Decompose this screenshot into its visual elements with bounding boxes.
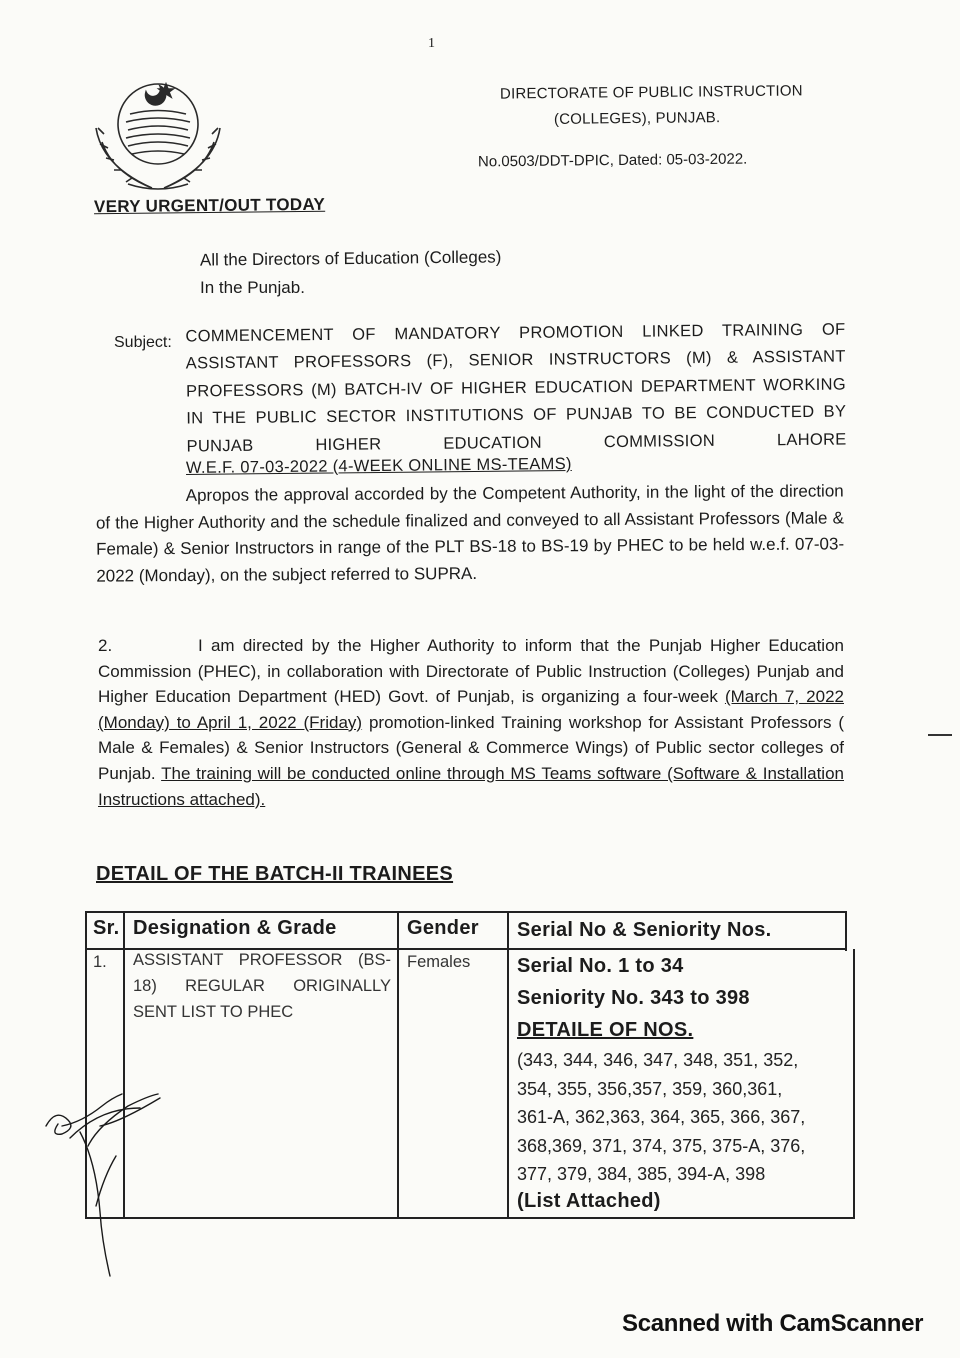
row-gender: Females [407, 953, 471, 971]
paragraph-2-dates: (March 7, 2022 (Monday) to April 1, 2022 (Friday) [98, 687, 844, 732]
nos-line: (343, 344, 346, 347, 348, 351, 352, [517, 1050, 799, 1070]
nos-line: 377, 379, 384, 385, 394-A, 398 [517, 1164, 766, 1184]
nos-line: 354, 355, 356,357, 359, 360,361, [517, 1078, 783, 1099]
header-gender: Gender [407, 917, 479, 939]
subject-label: Subject: [114, 334, 172, 351]
paragraph-2-text-b: promotion-linked Training workshop for Assistant Professors ( Male & Females) & Senior Instructors (General & Commerce Wings) of Public sector colleges of Punjab. [98, 712, 844, 783]
margin-mark [928, 734, 952, 736]
urgency-label: VERY URGENT/OUT TODAY [93, 194, 326, 217]
handwritten-signature [40, 1086, 170, 1286]
header-serial-seniority: Serial No & Seniority Nos. [517, 919, 772, 941]
row-sr: 1. [93, 953, 107, 971]
page-number: 1 [428, 36, 435, 51]
scanner-watermark: Scanned with CamScanner [622, 1310, 924, 1337]
addressee-line1: All the Directors of Education (Colleges) [199, 247, 502, 270]
row-list-attached: (List Attached) [517, 1190, 661, 1212]
table-border-bottom [85, 1217, 855, 1219]
trainee-detail-table [85, 911, 855, 1219]
table-border-top [85, 911, 847, 913]
row-seniority-range: Seniority No. 343 to 398 [517, 987, 750, 1009]
paragraph-2-text-a: I am directed by the Higher Authority to inform that the Punjab Higher Education Commission (PHEC), in collaboration with Directorate of Public Instruction (Colleges) Punjab and Higher Education Department (HED) Govt. of Punjab, is organizing a four-week [98, 636, 844, 707]
row-serial-range: Serial No. 1 to 34 [517, 955, 684, 977]
subject-text: COMMENCEMENT OF MANDATORY PROMOTION LINKED TRAINING OF ASSISTANT PROFESSORS (F), SENIOR INSTRUCTORS (M) & ASSISTANT PROFESSORS (M) BATCH-IV OF HIGHER EDUCATION DEPARTMENT WORKING IN THE PUBLIC SECTOR INSTITUTIONS OF PUNJAB TO BE CONDUCTED BY PUNJAB HIGHER EDUCATION COMMISSION LAHORE [185, 320, 847, 456]
batch-detail-heading: DETAIL OF THE BATCH-II TRAINEES [96, 863, 454, 885]
paragraph-2 [98, 633, 844, 812]
reference-number-date: No.0503/DDT-DPIC, Dated: 05-03-2022. [477, 150, 748, 171]
paragraph-1: Apropos the approval accorded by the Competent Authority, in the light of the direction of the Higher Authority and the schedule finalized and conveyed to all Assistant Professors (Male & Female) & Senior Instructors in range of the PLT BS-18 to BS-19 by PHEC to be held w.e.f. 07-03-2022 (Monday), on the subject referred to SUPRA. [95, 481, 845, 586]
paragraph-2-emphasis: The training will be conducted online through MS Teams software (Software & Installation Instructions attached). [98, 763, 844, 809]
directorate-name-line2: (COLLEGES), PUNJAB. [553, 109, 721, 128]
punjab-government-emblem [88, 72, 238, 198]
header-designation: Designation & Grade [133, 917, 337, 939]
directorate-name-line1: DIRECTORATE OF PUBLIC INSTRUCTION [499, 82, 803, 103]
nos-line: 368,369, 371, 374, 375, 375-A, 376, [517, 1135, 806, 1156]
table-border-right [853, 949, 855, 1219]
table-col-divider-3 [507, 911, 509, 1219]
paragraph-2-number: 2. [98, 636, 113, 655]
header-sr: Sr. [93, 917, 120, 939]
row-detail-label: DETAILE OF NOS. [517, 1019, 694, 1041]
row-seniority-numbers [517, 1046, 805, 1189]
row-designation: ASSISTANT PROFESSOR (BS-18) REGULAR ORIGINALLY SENT LIST TO PHEC [133, 951, 391, 1021]
subject-effective-date: W.E.F. 07-03-2022 (4-WEEK ONLINE MS-TEAMS) [185, 454, 572, 478]
table-col-divider-2 [397, 911, 399, 1219]
table-border-right-top [845, 911, 847, 951]
addressee-line2: In the Punjab. [200, 278, 305, 297]
nos-line: 361-A, 362,363, 364, 365, 366, 367, [517, 1107, 806, 1127]
